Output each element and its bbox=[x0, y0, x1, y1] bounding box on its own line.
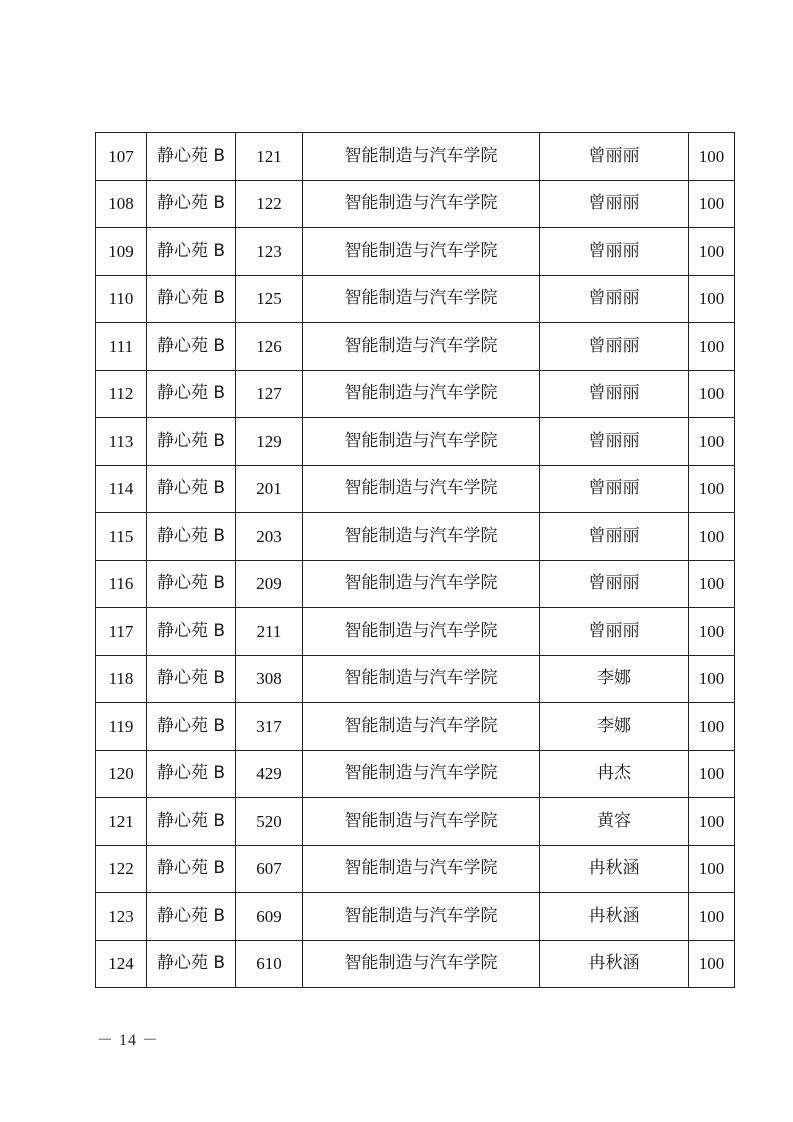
college-cell: 智能制造与汽车学院 bbox=[303, 513, 540, 561]
college-cell: 智能制造与汽车学院 bbox=[303, 608, 540, 656]
person-in-charge-cell: 冉秋涵 bbox=[540, 845, 689, 893]
person-in-charge-cell: 冉秋涵 bbox=[540, 893, 689, 941]
person-in-charge-cell: 李娜 bbox=[540, 703, 689, 751]
score-cell: 100 bbox=[689, 418, 735, 466]
room-number-cell: 129 bbox=[236, 418, 303, 466]
table-row bbox=[96, 608, 735, 656]
room-number-cell: 201 bbox=[236, 465, 303, 513]
row-number-cell: 118 bbox=[96, 655, 147, 703]
room-number-cell: 308 bbox=[236, 655, 303, 703]
building-cell: 静心苑 B bbox=[147, 180, 236, 228]
row-number-cell: 121 bbox=[96, 798, 147, 846]
person-in-charge-cell: 曾丽丽 bbox=[540, 275, 689, 323]
room-number-cell: 127 bbox=[236, 370, 303, 418]
row-number-cell: 109 bbox=[96, 228, 147, 276]
table-row bbox=[96, 845, 735, 893]
table-row bbox=[96, 133, 735, 181]
building-cell: 静心苑 B bbox=[147, 893, 236, 941]
table-row bbox=[96, 655, 735, 703]
college-cell: 智能制造与汽车学院 bbox=[303, 893, 540, 941]
room-number-cell: 429 bbox=[236, 750, 303, 798]
building-cell: 静心苑 B bbox=[147, 750, 236, 798]
person-in-charge-cell: 曾丽丽 bbox=[540, 608, 689, 656]
college-cell: 智能制造与汽车学院 bbox=[303, 655, 540, 703]
row-number-cell: 110 bbox=[96, 275, 147, 323]
college-cell: 智能制造与汽车学院 bbox=[303, 940, 540, 988]
table-row bbox=[96, 228, 735, 276]
row-number-cell: 116 bbox=[96, 560, 147, 608]
score-cell: 100 bbox=[689, 513, 735, 561]
score-cell: 100 bbox=[689, 180, 735, 228]
score-cell: 100 bbox=[689, 228, 735, 276]
score-cell: 100 bbox=[689, 465, 735, 513]
dormitory-score-table bbox=[95, 132, 735, 988]
building-cell: 静心苑 B bbox=[147, 608, 236, 656]
building-cell: 静心苑 B bbox=[147, 655, 236, 703]
college-cell: 智能制造与汽车学院 bbox=[303, 750, 540, 798]
score-cell: 100 bbox=[689, 370, 735, 418]
room-number-cell: 122 bbox=[236, 180, 303, 228]
table-row bbox=[96, 940, 735, 988]
college-cell: 智能制造与汽车学院 bbox=[303, 133, 540, 181]
room-number-cell: 317 bbox=[236, 703, 303, 751]
person-in-charge-cell: 黄容 bbox=[540, 798, 689, 846]
score-cell: 100 bbox=[689, 845, 735, 893]
row-number-cell: 119 bbox=[96, 703, 147, 751]
score-cell: 100 bbox=[689, 798, 735, 846]
score-cell: 100 bbox=[689, 750, 735, 798]
person-in-charge-cell: 李娜 bbox=[540, 655, 689, 703]
table-row bbox=[96, 798, 735, 846]
score-cell: 100 bbox=[689, 940, 735, 988]
score-cell: 100 bbox=[689, 608, 735, 656]
building-cell: 静心苑 B bbox=[147, 513, 236, 561]
table-row bbox=[96, 370, 735, 418]
person-in-charge-cell: 曾丽丽 bbox=[540, 323, 689, 371]
college-cell: 智能制造与汽车学院 bbox=[303, 418, 540, 466]
room-number-cell: 520 bbox=[236, 798, 303, 846]
room-number-cell: 126 bbox=[236, 323, 303, 371]
college-cell: 智能制造与汽车学院 bbox=[303, 180, 540, 228]
person-in-charge-cell: 曾丽丽 bbox=[540, 370, 689, 418]
building-cell: 静心苑 B bbox=[147, 845, 236, 893]
person-in-charge-cell: 曾丽丽 bbox=[540, 133, 689, 181]
person-in-charge-cell: 冉杰 bbox=[540, 750, 689, 798]
college-cell: 智能制造与汽车学院 bbox=[303, 323, 540, 371]
college-cell: 智能制造与汽车学院 bbox=[303, 370, 540, 418]
row-number-cell: 117 bbox=[96, 608, 147, 656]
row-number-cell: 112 bbox=[96, 370, 147, 418]
college-cell: 智能制造与汽车学院 bbox=[303, 703, 540, 751]
room-number-cell: 209 bbox=[236, 560, 303, 608]
row-number-cell: 111 bbox=[96, 323, 147, 371]
row-number-cell: 113 bbox=[96, 418, 147, 466]
building-cell: 静心苑 B bbox=[147, 370, 236, 418]
room-number-cell: 123 bbox=[236, 228, 303, 276]
person-in-charge-cell: 曾丽丽 bbox=[540, 465, 689, 513]
college-cell: 智能制造与汽车学院 bbox=[303, 845, 540, 893]
college-cell: 智能制造与汽车学院 bbox=[303, 560, 540, 608]
score-cell: 100 bbox=[689, 275, 735, 323]
person-in-charge-cell: 曾丽丽 bbox=[540, 418, 689, 466]
person-in-charge-cell: 曾丽丽 bbox=[540, 228, 689, 276]
college-cell: 智能制造与汽车学院 bbox=[303, 798, 540, 846]
score-cell: 100 bbox=[689, 655, 735, 703]
room-number-cell: 211 bbox=[236, 608, 303, 656]
table-row bbox=[96, 703, 735, 751]
room-number-cell: 610 bbox=[236, 940, 303, 988]
building-cell: 静心苑 B bbox=[147, 560, 236, 608]
row-number-cell: 124 bbox=[96, 940, 147, 988]
score-cell: 100 bbox=[689, 703, 735, 751]
page-number: － 14 － bbox=[97, 1032, 160, 1049]
room-number-cell: 607 bbox=[236, 845, 303, 893]
room-number-cell: 125 bbox=[236, 275, 303, 323]
table-body bbox=[96, 133, 735, 988]
table-row bbox=[96, 275, 735, 323]
room-number-cell: 121 bbox=[236, 133, 303, 181]
college-cell: 智能制造与汽车学院 bbox=[303, 465, 540, 513]
row-number-cell: 114 bbox=[96, 465, 147, 513]
building-cell: 静心苑 B bbox=[147, 275, 236, 323]
table-row bbox=[96, 893, 735, 941]
room-number-cell: 609 bbox=[236, 893, 303, 941]
score-cell: 100 bbox=[689, 323, 735, 371]
table-row bbox=[96, 560, 735, 608]
building-cell: 静心苑 B bbox=[147, 465, 236, 513]
room-number-cell: 203 bbox=[236, 513, 303, 561]
building-cell: 静心苑 B bbox=[147, 133, 236, 181]
score-cell: 100 bbox=[689, 560, 735, 608]
person-in-charge-cell: 冉秋涵 bbox=[540, 940, 689, 988]
table-row bbox=[96, 180, 735, 228]
row-number-cell: 123 bbox=[96, 893, 147, 941]
building-cell: 静心苑 B bbox=[147, 323, 236, 371]
row-number-cell: 107 bbox=[96, 133, 147, 181]
college-cell: 智能制造与汽车学院 bbox=[303, 228, 540, 276]
building-cell: 静心苑 B bbox=[147, 940, 236, 988]
person-in-charge-cell: 曾丽丽 bbox=[540, 513, 689, 561]
person-in-charge-cell: 曾丽丽 bbox=[540, 560, 689, 608]
building-cell: 静心苑 B bbox=[147, 798, 236, 846]
building-cell: 静心苑 B bbox=[147, 228, 236, 276]
row-number-cell: 120 bbox=[96, 750, 147, 798]
table-row bbox=[96, 323, 735, 371]
row-number-cell: 115 bbox=[96, 513, 147, 561]
score-cell: 100 bbox=[689, 893, 735, 941]
table-row bbox=[96, 465, 735, 513]
building-cell: 静心苑 B bbox=[147, 418, 236, 466]
score-cell: 100 bbox=[689, 133, 735, 181]
row-number-cell: 122 bbox=[96, 845, 147, 893]
person-in-charge-cell: 曾丽丽 bbox=[540, 180, 689, 228]
building-cell: 静心苑 B bbox=[147, 703, 236, 751]
row-number-cell: 108 bbox=[96, 180, 147, 228]
college-cell: 智能制造与汽车学院 bbox=[303, 275, 540, 323]
table-row bbox=[96, 750, 735, 798]
table-row bbox=[96, 418, 735, 466]
table-row bbox=[96, 513, 735, 561]
